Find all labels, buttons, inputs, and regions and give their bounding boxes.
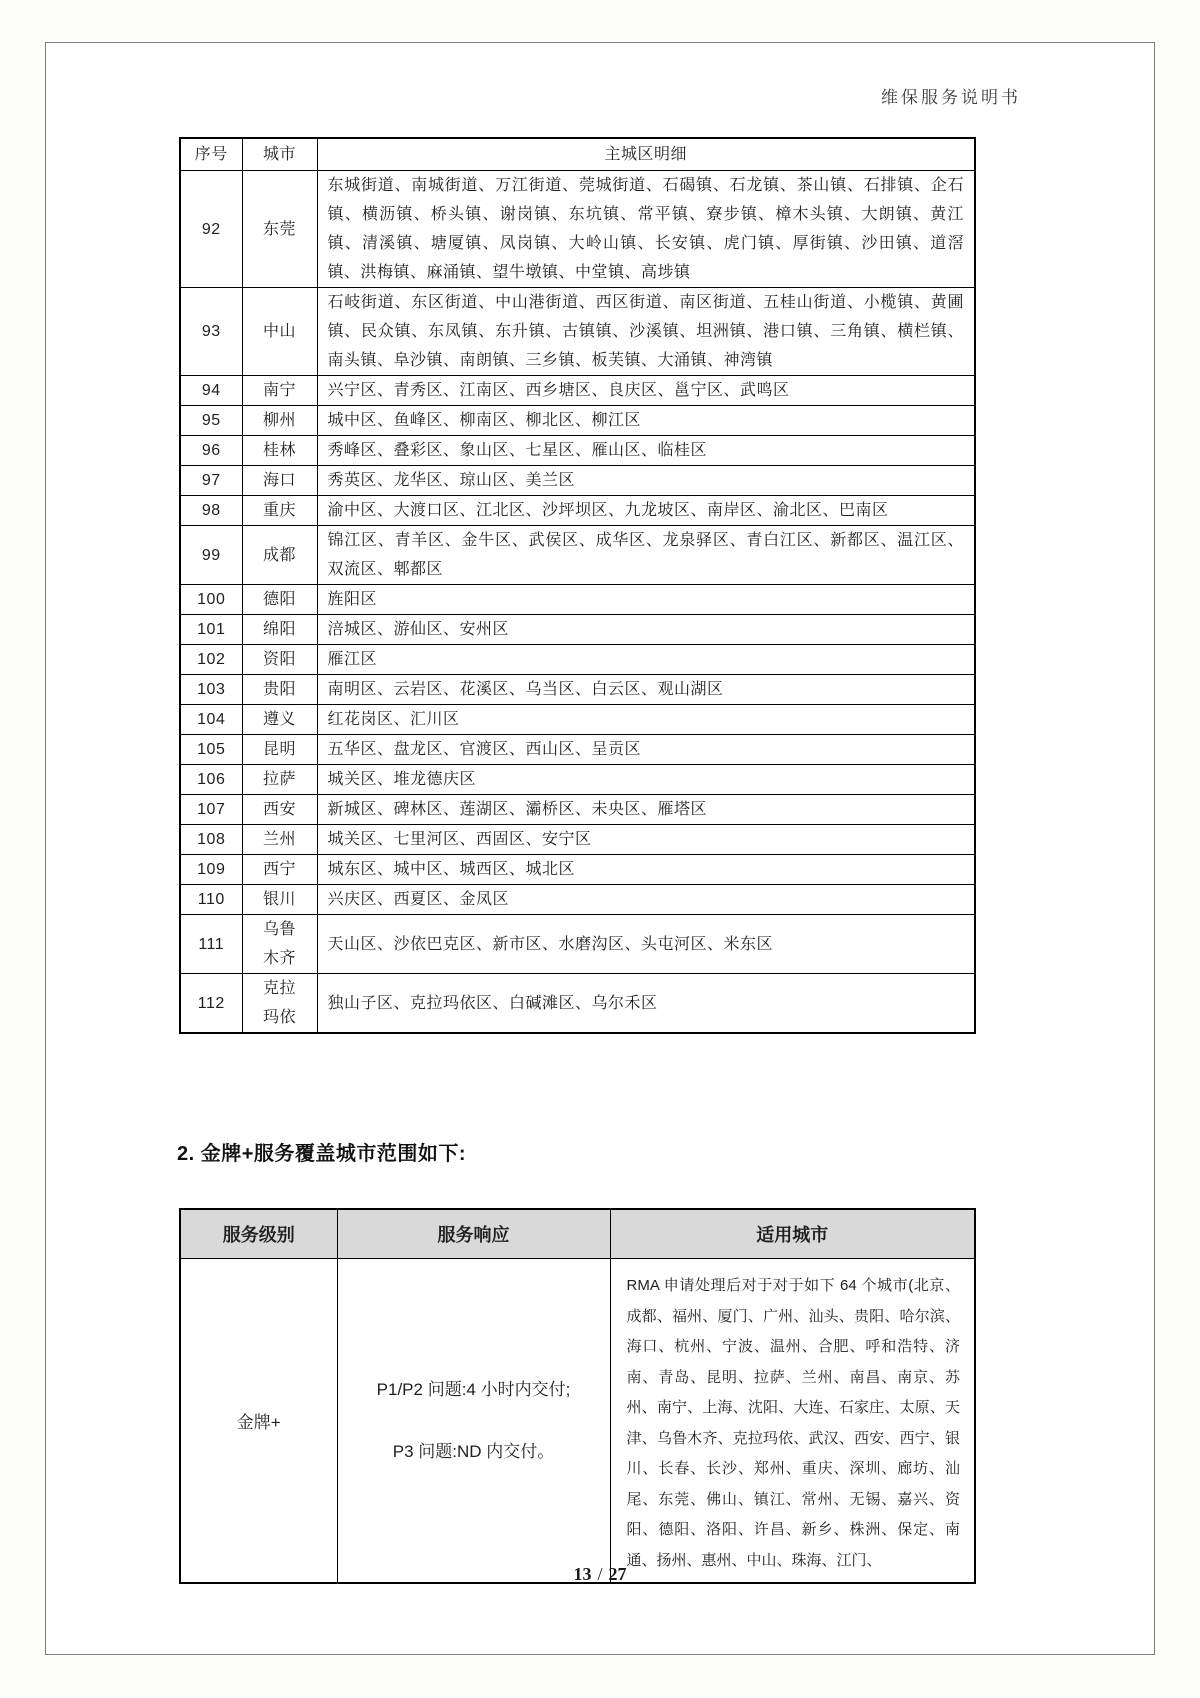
row-districts: 城中区、鱼峰区、柳南区、柳北区、柳江区 (317, 406, 975, 436)
table-row (180, 735, 975, 765)
row-districts: 秀英区、龙华区、琼山区、美兰区 (317, 466, 975, 496)
row-serial: 110 (180, 885, 242, 915)
row-city: 拉萨 (242, 765, 317, 795)
row-districts: 石岐街道、东区街道、中山港街道、西区街道、南区街道、五桂山街道、小榄镇、黄圃镇、民众镇、东凤镇、东升镇、古镇镇、沙溪镇、坦洲镇、港口镇、三角镇、横栏镇、南头镇、阜沙镇、南朗镇、三乡镇、板芙镇、大涌镇、神湾镇 (317, 288, 975, 376)
row-city: 贵阳 (242, 675, 317, 705)
row-districts: 兴宁区、青秀区、江南区、西乡塘区、良庆区、邕宁区、武鸣区 (317, 376, 975, 406)
row-city: 克拉玛依 (242, 974, 317, 1034)
table-row (180, 406, 975, 436)
row-city: 中山 (242, 288, 317, 376)
row-districts: 秀峰区、叠彩区、象山区、七星区、雁山区、临桂区 (317, 436, 975, 466)
response-p1p2: P1/P2 问题:4 小时内交付; (376, 1380, 571, 1399)
table-row (180, 585, 975, 615)
table-row (180, 705, 975, 735)
row-serial: 105 (180, 735, 242, 765)
row-city: 海口 (242, 466, 317, 496)
row-city: 资阳 (242, 645, 317, 675)
row-districts: 城东区、城中区、城西区、城北区 (317, 855, 975, 885)
row-districts: 天山区、沙依巴克区、新市区、水磨沟区、头屯河区、米东区 (317, 915, 975, 974)
row-city: 兰州 (242, 825, 317, 855)
table-row (180, 466, 975, 496)
table-row (180, 765, 975, 795)
col-header-serial: 序号 (180, 138, 242, 171)
table-row (180, 288, 975, 376)
row-serial: 92 (180, 171, 242, 288)
row-serial: 102 (180, 645, 242, 675)
col-header-service-level: 服务级别 (180, 1209, 337, 1259)
row-serial: 95 (180, 406, 242, 436)
col-header-applicable-cities: 适用城市 (610, 1209, 975, 1259)
city-district-table (179, 137, 976, 1034)
service-level-cell: 金牌+ (180, 1259, 337, 1584)
row-serial: 103 (180, 675, 242, 705)
row-serial: 98 (180, 496, 242, 526)
row-serial: 108 (180, 825, 242, 855)
page-number (46, 1564, 1154, 1585)
row-districts: 独山子区、克拉玛依区、白碱滩区、乌尔禾区 (317, 974, 975, 1034)
row-city: 西安 (242, 795, 317, 825)
table-header-row (180, 138, 975, 171)
row-districts: 新城区、碑林区、莲湖区、灞桥区、未央区、雁塔区 (317, 795, 975, 825)
table-row (180, 855, 975, 885)
table-row (180, 825, 975, 855)
table-row (180, 675, 975, 705)
row-districts: 东城街道、南城街道、万江街道、莞城街道、石碣镇、石龙镇、茶山镇、石排镇、企石镇、横沥镇、桥头镇、谢岗镇、东坑镇、常平镇、寮步镇、樟木头镇、大朗镇、黄江镇、清溪镇、塘厦镇、凤岗镇、大岭山镇、长安镇、虎门镇、厚街镇、沙田镇、道滘镇、洪梅镇、麻涌镇、望牛墩镇、中堂镇、高埗镇 (317, 171, 975, 288)
row-city: 绵阳 (242, 615, 317, 645)
row-districts: 红花岗区、汇川区 (317, 705, 975, 735)
row-serial: 94 (180, 376, 242, 406)
table-row (180, 795, 975, 825)
row-districts: 城关区、堆龙德庆区 (317, 765, 975, 795)
document-header-title: 维保服务说明书 (881, 88, 1021, 107)
table-row (180, 1259, 975, 1584)
row-districts: 兴庆区、西夏区、金凤区 (317, 885, 975, 915)
page-number-separator: / (597, 1564, 603, 1584)
table-row (180, 526, 975, 585)
row-serial: 109 (180, 855, 242, 885)
applicable-cities-cell: RMA 申请处理后对于对于如下 64 个城市(北京、成都、福州、厦门、广州、汕头、贵阳、哈尔滨、海口、杭州、宁波、温州、合肥、呼和浩特、济南、青岛、昆明、拉萨、兰州、南昌、南京、苏州、南宁、上海、沈阳、大连、石家庄、太原、天津、乌鲁木齐、克拉玛依、武汉、西安、西宁、银川、长春、长沙、郑州、重庆、深圳、廊坊、汕尾、东莞、佛山、镇江、常州、无锡、嘉兴、资阳、德阳、洛阳、许昌、新乡、株洲、保定、南通、扬州、惠州、中山、珠海、江门、 (610, 1259, 975, 1584)
row-city: 遵义 (242, 705, 317, 735)
row-city: 南宁 (242, 376, 317, 406)
table-row (180, 496, 975, 526)
page-border-frame (45, 42, 1155, 1655)
page-number-total: 27 (608, 1564, 627, 1584)
row-serial: 93 (180, 288, 242, 376)
row-districts: 五华区、盘龙区、官渡区、西山区、呈贡区 (317, 735, 975, 765)
row-city: 银川 (242, 885, 317, 915)
table-row (180, 885, 975, 915)
row-districts: 涪城区、游仙区、安州区 (317, 615, 975, 645)
page-number-current: 13 (573, 1564, 592, 1584)
row-serial: 104 (180, 705, 242, 735)
row-serial: 100 (180, 585, 242, 615)
row-serial: 96 (180, 436, 242, 466)
row-city: 乌鲁木齐 (242, 915, 317, 974)
table-row (180, 376, 975, 406)
col-header-districts: 主城区明细 (317, 138, 975, 171)
row-districts: 渝中区、大渡口区、江北区、沙坪坝区、九龙坡区、南岸区、渝北区、巴南区 (317, 496, 975, 526)
table-row (180, 171, 975, 288)
row-districts: 南明区、云岩区、花溪区、乌当区、白云区、观山湖区 (317, 675, 975, 705)
table-row (180, 915, 975, 974)
row-city: 重庆 (242, 496, 317, 526)
row-city: 成都 (242, 526, 317, 585)
row-city: 西宁 (242, 855, 317, 885)
col-header-service-response: 服务响应 (337, 1209, 610, 1259)
row-serial: 107 (180, 795, 242, 825)
row-districts: 雁江区 (317, 645, 975, 675)
row-districts: 旌阳区 (317, 585, 975, 615)
section-heading-gold-plus: 2. 金牌+服务覆盖城市范围如下: (177, 1143, 467, 1165)
table-row (180, 645, 975, 675)
row-serial: 106 (180, 765, 242, 795)
row-serial: 97 (180, 466, 242, 496)
row-serial: 111 (180, 915, 242, 974)
row-serial: 99 (180, 526, 242, 585)
row-city: 柳州 (242, 406, 317, 436)
gold-plus-service-table (179, 1208, 976, 1584)
table-row (180, 436, 975, 466)
row-serial: 101 (180, 615, 242, 645)
row-city: 东莞 (242, 171, 317, 288)
row-city: 德阳 (242, 585, 317, 615)
col-header-city: 城市 (242, 138, 317, 171)
table-header-row (180, 1209, 975, 1259)
row-city: 桂林 (242, 436, 317, 466)
service-response-cell (337, 1259, 610, 1584)
response-p3: P3 问题:ND 内交付。 (392, 1442, 555, 1461)
row-serial: 112 (180, 974, 242, 1034)
row-districts: 锦江区、青羊区、金牛区、武侯区、成华区、龙泉驿区、青白江区、新都区、温江区、双流区、郫都区 (317, 526, 975, 585)
table-row (180, 615, 975, 645)
row-districts: 城关区、七里河区、西固区、安宁区 (317, 825, 975, 855)
row-city: 昆明 (242, 735, 317, 765)
table-row (180, 974, 975, 1034)
